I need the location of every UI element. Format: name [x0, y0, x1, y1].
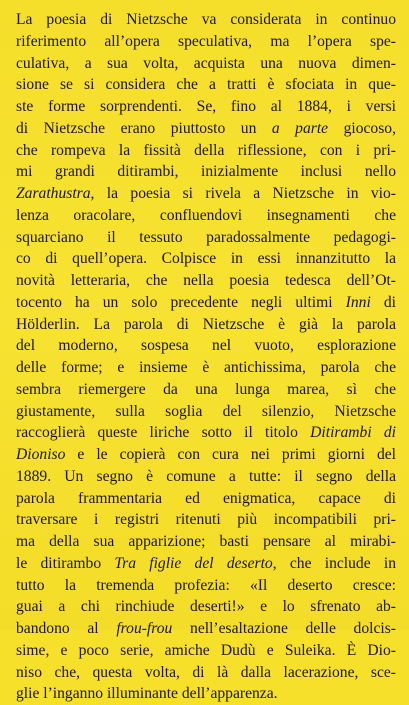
text-line: tutto la tremenda profezia: «Il deserto cresce:: [16, 576, 396, 594]
text-line: giustamente, sulla soglia del silenzio, Nietzsche: [16, 402, 396, 420]
text-line: sembra riemergere da una lunga marea, sì che: [16, 380, 396, 398]
italic-phrase: frou-frou: [116, 620, 173, 637]
text-line: tocento ha un solo precedente negli ultimi Inni di: [16, 293, 396, 311]
italic-title: Zarathustra: [16, 185, 91, 202]
text-line: ste forme sorprendenti. Se, fino al 1884, i versi: [16, 98, 396, 115]
text-line: 1889. Un segno è comune a tutte: il segno della: [16, 467, 396, 485]
italic-phrase: a parte: [271, 119, 329, 137]
text-line: ma della sua apparizione; basti pensare al mirabi-: [16, 533, 396, 550]
text-line: Dioniso e le copierà con cura nei primi giorni del: [16, 446, 396, 463]
text-line: delle forme; e insieme è antichissima, parola che: [16, 359, 396, 376]
text-line: novità letteraria, che nella poesia tedesca dell’Ot-: [16, 272, 396, 289]
text-line: culativa, a sua volta, acquista una nuova dimen-: [16, 54, 396, 72]
text-line: squarciano il tessuto paradossalmente pedagogi-: [16, 228, 396, 246]
italic-title: Tra figlie del deserto: [114, 554, 273, 572]
italic-title: Dioniso: [16, 446, 66, 463]
text-line: parola frammentaria ed enigmatica, capace di: [16, 489, 396, 507]
text-line: guai a chi rinchiude deserti!» e lo sfrenato ab-: [16, 598, 396, 616]
text-line: mi grandi ditirambi, inizialmente inclusi nello: [16, 163, 396, 181]
text-line: co di quell’opera. Colpisce in essi innanzitutto la: [16, 250, 396, 268]
text-line-last: glie l’inganno illuminante dell’apparenza.: [16, 685, 278, 703]
text-line: Hölderlin. La parola di Nietzsche è già la parola: [16, 315, 396, 333]
text-line: raccoglierà queste liriche sotto il titolo Ditirambi di: [16, 424, 396, 442]
text-line: La poesia di Nietzsche va considerata in continuo: [16, 11, 396, 28]
text-line: Zarathustra, la poesia si rivela a Nietzsche in vio-: [16, 185, 396, 202]
italic-title: Inni: [345, 293, 371, 311]
text-line: sione se si considera che a tratti è sfociata in que-: [16, 76, 396, 94]
text-line: traversare i registri ritenuti più incompatibili pri-: [16, 511, 396, 529]
text-line: di Nietzsche erano piuttosto un a parte giocoso,: [16, 119, 396, 137]
text-line: le ditirambo Tra figlie del deserto, che include in: [16, 554, 396, 572]
body-paragraph: [16, 9, 396, 705]
text-line: riferimento all’opera speculativa, ma l’opera spe-: [16, 32, 396, 50]
text-line: sime, e poco serie, amiche Dudù e Suleika. È Dio-: [16, 641, 396, 659]
text-line: niso che, questa volta, di là dalla lacerazione, sce-: [16, 663, 396, 681]
text-line: del moderno, sospesa nel vuoto, esplorazione: [16, 337, 396, 355]
text-line: lenza oracolare, confluendovi insegnamenti che: [16, 206, 396, 224]
text-line: bandono al frou-frou nell’esaltazione delle dolcis-: [16, 620, 396, 637]
text-line: che rompeva la fissità della riflessione, con i pri-: [16, 141, 396, 159]
italic-title: Ditirambi di: [310, 424, 396, 442]
